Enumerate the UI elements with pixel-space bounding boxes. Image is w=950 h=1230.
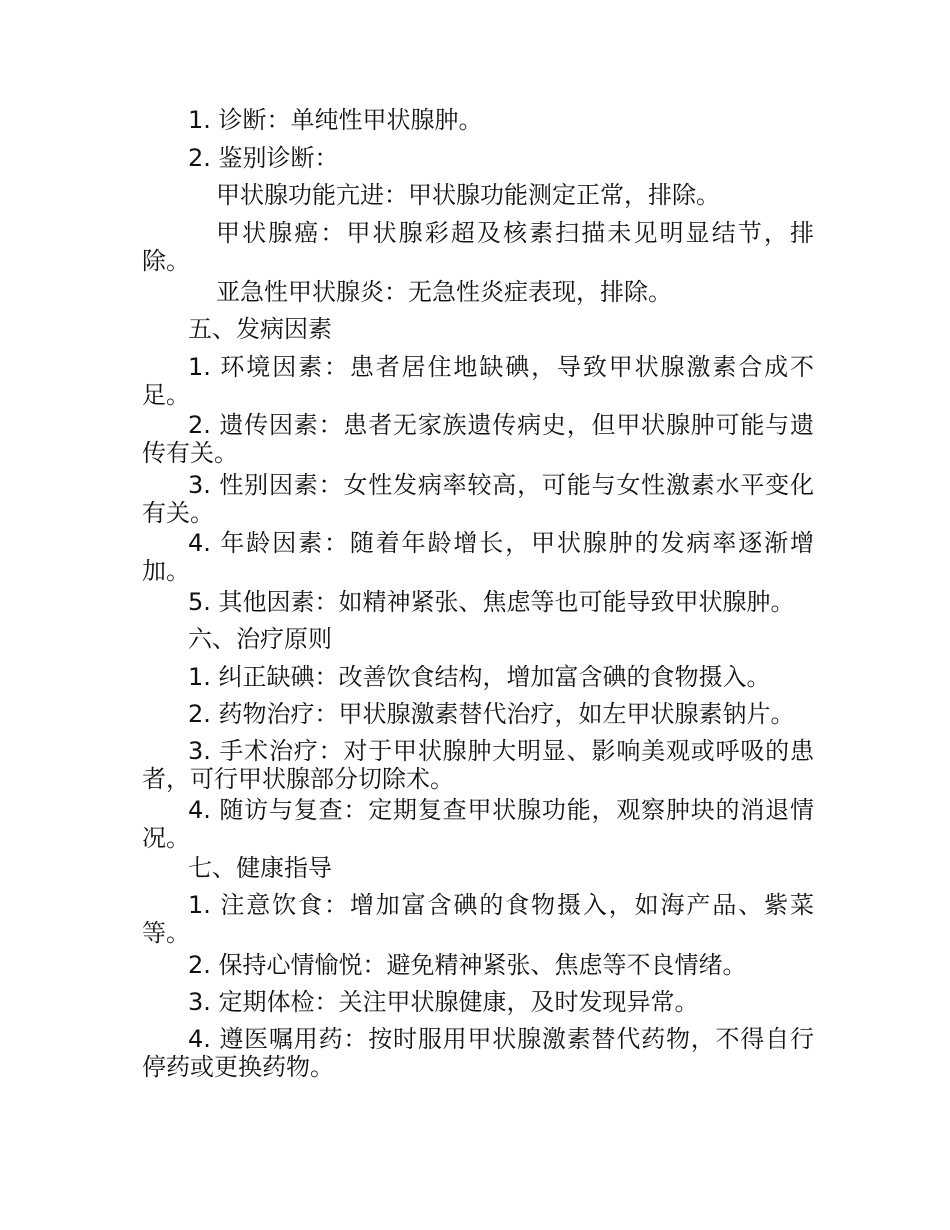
treatment-item: 3. 手术治疗：对于甲状腺肿大明显、影响美观或呼吸的患者，可行甲状腺部分切除术。 (142, 737, 814, 793)
guidance-item: 4. 遵医嘱用药：按时服用甲状腺激素替代药物，不得自行停药或更换药物。 (142, 1025, 814, 1081)
differential-item: 亚急性甲状腺炎：无急性炎症表现，排除。 (216, 278, 672, 306)
etiology-item: 2. 遗传因素：患者无家族遗传病史，但甲状腺肿可能与遗传有关。 (142, 411, 814, 467)
section-heading-health-guidance: 七、健康指导 (188, 854, 332, 882)
section-heading-etiology: 五、发病因素 (188, 315, 332, 343)
etiology-item: 3. 性别因素：女性发病率较高，可能与女性激素水平变化有关。 (142, 471, 814, 527)
guidance-item: 1. 注意饮食：增加富含碘的食物摄入，如海产品、紫菜等。 (142, 891, 814, 947)
guidance-item: 2. 保持心情愉悦：避免精神紧张、焦虑等不良情绪。 (188, 951, 747, 979)
diagnosis-item: 1. 诊断：单纯性甲状腺肿。 (188, 106, 483, 134)
differential-item: 甲状腺癌：甲状腺彩超及核素扫描未见明显结节，排除。 (142, 219, 814, 275)
differential-item: 甲状腺功能亢进：甲状腺功能测定正常，排除。 (216, 181, 720, 209)
etiology-item: 1. 环境因素：患者居住地缺碘，导致甲状腺激素合成不足。 (142, 353, 814, 409)
section-heading-treatment: 六、治疗原则 (188, 625, 332, 653)
guidance-item: 3. 定期体检：关注甲状腺健康，及时发现异常。 (188, 988, 699, 1016)
treatment-item: 4. 随访与复查：定期复查甲状腺功能，观察肿块的消退情况。 (142, 796, 814, 852)
etiology-item: 4. 年龄因素：随着年龄增长，甲状腺肿的发病率逐渐增加。 (142, 529, 814, 585)
etiology-item: 5. 其他因素：如精神紧张、焦虑等也可能导致甲状腺肿。 (188, 588, 795, 616)
treatment-item: 2. 药物治疗：甲状腺激素替代治疗，如左甲状腺素钠片。 (188, 700, 795, 728)
treatment-item: 1. 纠正缺碘：改善饮食结构，增加富含碘的食物摄入。 (188, 663, 771, 691)
differential-diagnosis-heading: 2. 鉴别诊断： (188, 144, 339, 172)
